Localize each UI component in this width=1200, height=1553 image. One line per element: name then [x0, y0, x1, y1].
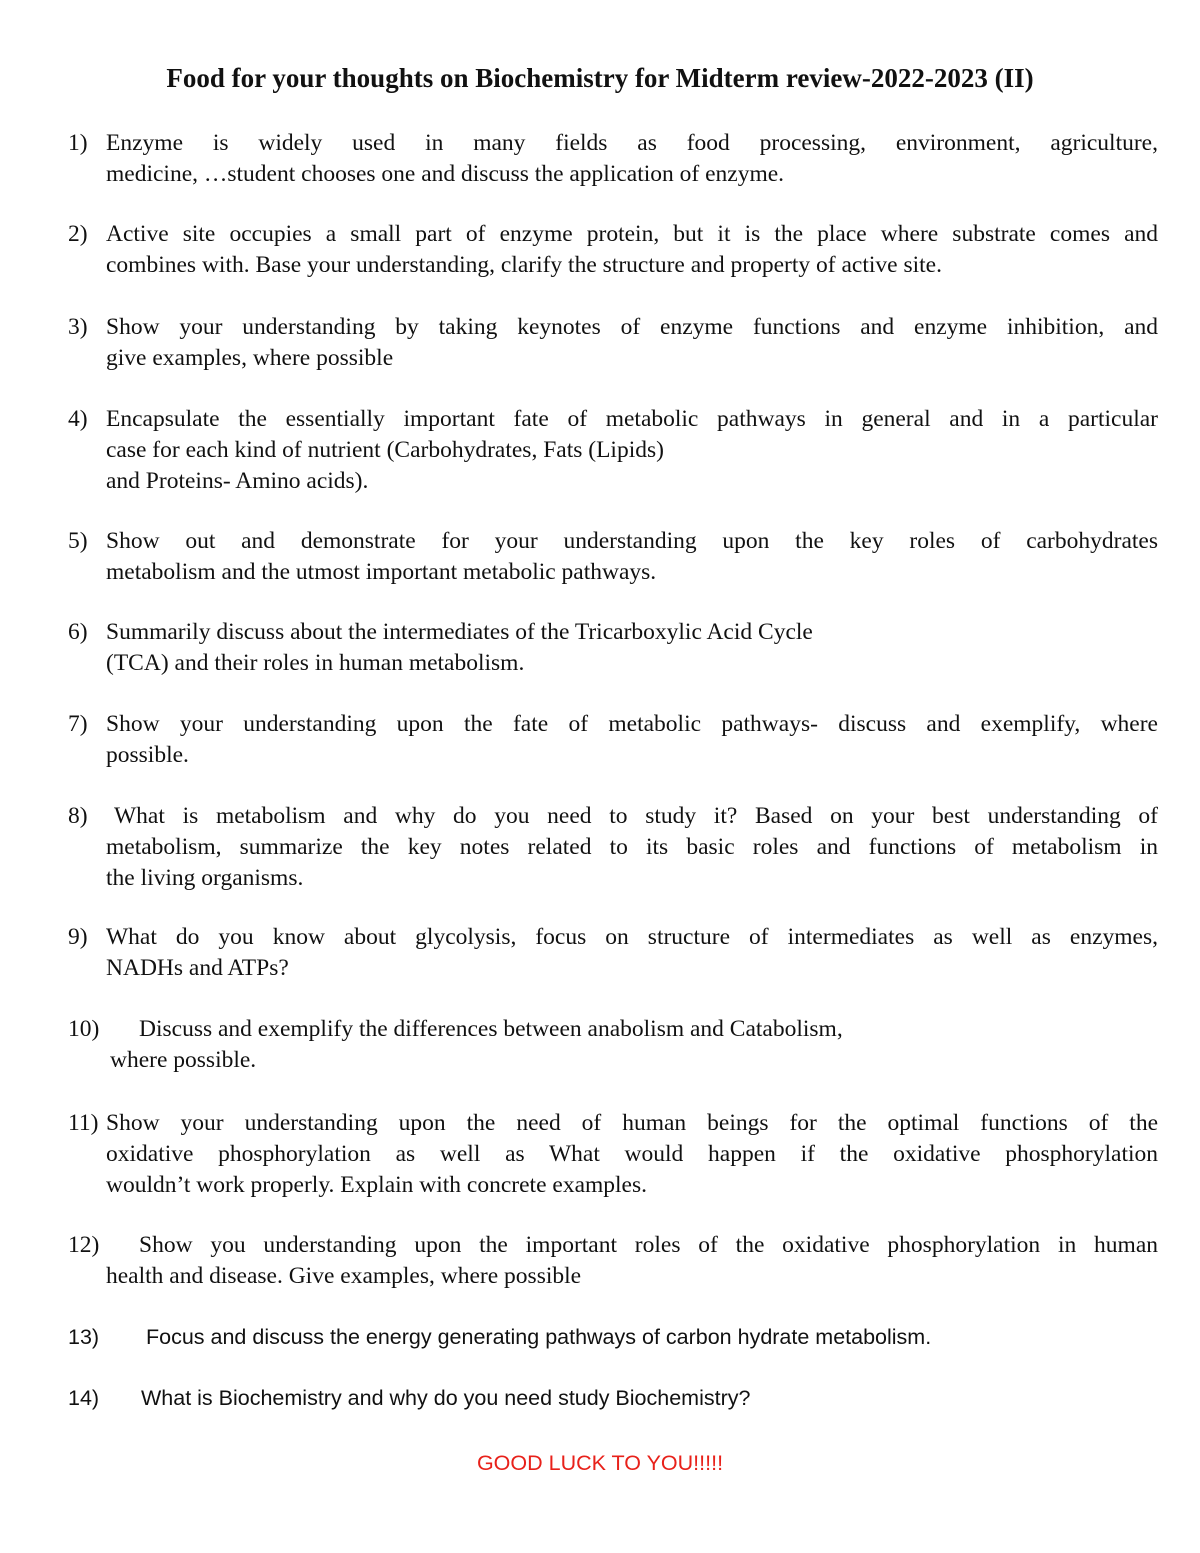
question-text-line: medicine, …student chooses one and discuss the application of enzyme. [106, 161, 785, 187]
question-text-line: combines with. Base your understanding, clarify the structure and property of active site. [106, 252, 942, 278]
question-number: 7) [68, 711, 88, 737]
question-text-line: What is Biochemistry and why do you need study Biochemistry? [141, 1386, 751, 1410]
question-5 [68, 526, 1158, 588]
question-number: 13) [68, 1325, 100, 1349]
question-text-line: health and disease. Give examples, where possible [106, 1263, 582, 1289]
question-text-line: Active site occupies a small part of enzyme protein, but it is the place where substrate comes and [106, 221, 1158, 247]
question-number: 1) [68, 130, 88, 156]
question-text-line: NADHs and ATPs? [106, 955, 289, 981]
question-number: 2) [68, 221, 88, 247]
question-text-line: Encapsulate the essentially important fate of metabolic pathways in general and in a particular [106, 406, 1158, 432]
question-number: 4) [68, 406, 88, 432]
question-text-line: give examples, where possible [106, 345, 394, 371]
closing-message: GOOD LUCK TO YOU!!!!! [476, 1451, 724, 1475]
question-number: 9) [68, 924, 88, 950]
question-text-line: oxidative phosphorylation as well as What would happen if the oxidative phosphorylation [106, 1141, 1158, 1167]
question-11 [68, 1108, 1158, 1201]
question-number: 6) [68, 619, 88, 645]
question-text-line: Summarily discuss about the intermediates of the Tricarboxylic Acid Cycle [106, 619, 813, 645]
question-text-line: possible. [106, 742, 189, 768]
question-text-line: Show out and demonstrate for your understanding upon the key roles of carbohydrates [106, 528, 1158, 554]
question-text-line: Show your understanding by taking keynotes of enzyme functions and enzyme inhibition, and [106, 314, 1158, 340]
question-text-line: where possible. [110, 1047, 257, 1073]
question-number: 14) [68, 1386, 100, 1410]
question-text-line: Show you understanding upon the important roles of the oxidative phosphorylation in human [139, 1232, 1158, 1258]
question-6 [68, 617, 1158, 679]
question-text-line: Show your understanding upon the fate of metabolic pathways- discuss and exemplify, where [106, 711, 1158, 737]
question-text-line: the living organisms. [106, 865, 304, 891]
question-number: 12) [68, 1232, 100, 1258]
question-number: 5) [68, 528, 88, 554]
question-text-line: What is metabolism and why do you need to study it? Based on your best understanding of [114, 803, 1158, 829]
question-4 [68, 404, 1158, 497]
question-text-line: What do you know about glycolysis, focus on structure of intermediates as well as enzymes, [106, 924, 1158, 950]
question-text-line: and Proteins- Amino acids). [106, 468, 369, 494]
page-title: Food for your thoughts on Biochemistry for Midterm review-2022-2023 (II) [166, 63, 1034, 93]
question-text-line: (TCA) and their roles in human metabolism. [106, 650, 525, 676]
question-text-line: Focus and discuss the energy generating pathways of carbon hydrate metabolism. [146, 1325, 932, 1349]
question-text-line: case for each kind of nutrient (Carbohydrates, Fats (Lipids) [106, 437, 664, 463]
question-3 [68, 312, 1158, 374]
question-12 [68, 1230, 1158, 1292]
question-number: 10) [68, 1016, 100, 1042]
question-1 [68, 128, 1158, 190]
question-14 [68, 1383, 1158, 1414]
question-10 [68, 1014, 1158, 1076]
question-text-line: Discuss and exemplify the differences between anabolism and Catabolism, [139, 1016, 843, 1042]
question-number: 3) [68, 314, 88, 340]
question-text-line: metabolism, summarize the key notes related to its basic roles and functions of metabolism in [106, 834, 1158, 860]
question-number: 11) [68, 1110, 99, 1136]
question-text-line: wouldn’t work properly. Explain with concrete examples. [106, 1172, 648, 1198]
question-13 [68, 1322, 1158, 1353]
question-8 [68, 801, 1158, 894]
question-2 [68, 219, 1158, 281]
question-9 [68, 922, 1158, 984]
question-number: 8) [68, 803, 88, 829]
question-text-line: Enzyme is widely used in many fields as food processing, environment, agriculture, [106, 130, 1158, 156]
question-text-line: metabolism and the utmost important metabolic pathways. [106, 559, 657, 585]
question-7 [68, 709, 1158, 771]
question-text-line: Show your understanding upon the need of human beings for the optimal functions of the [106, 1110, 1158, 1136]
